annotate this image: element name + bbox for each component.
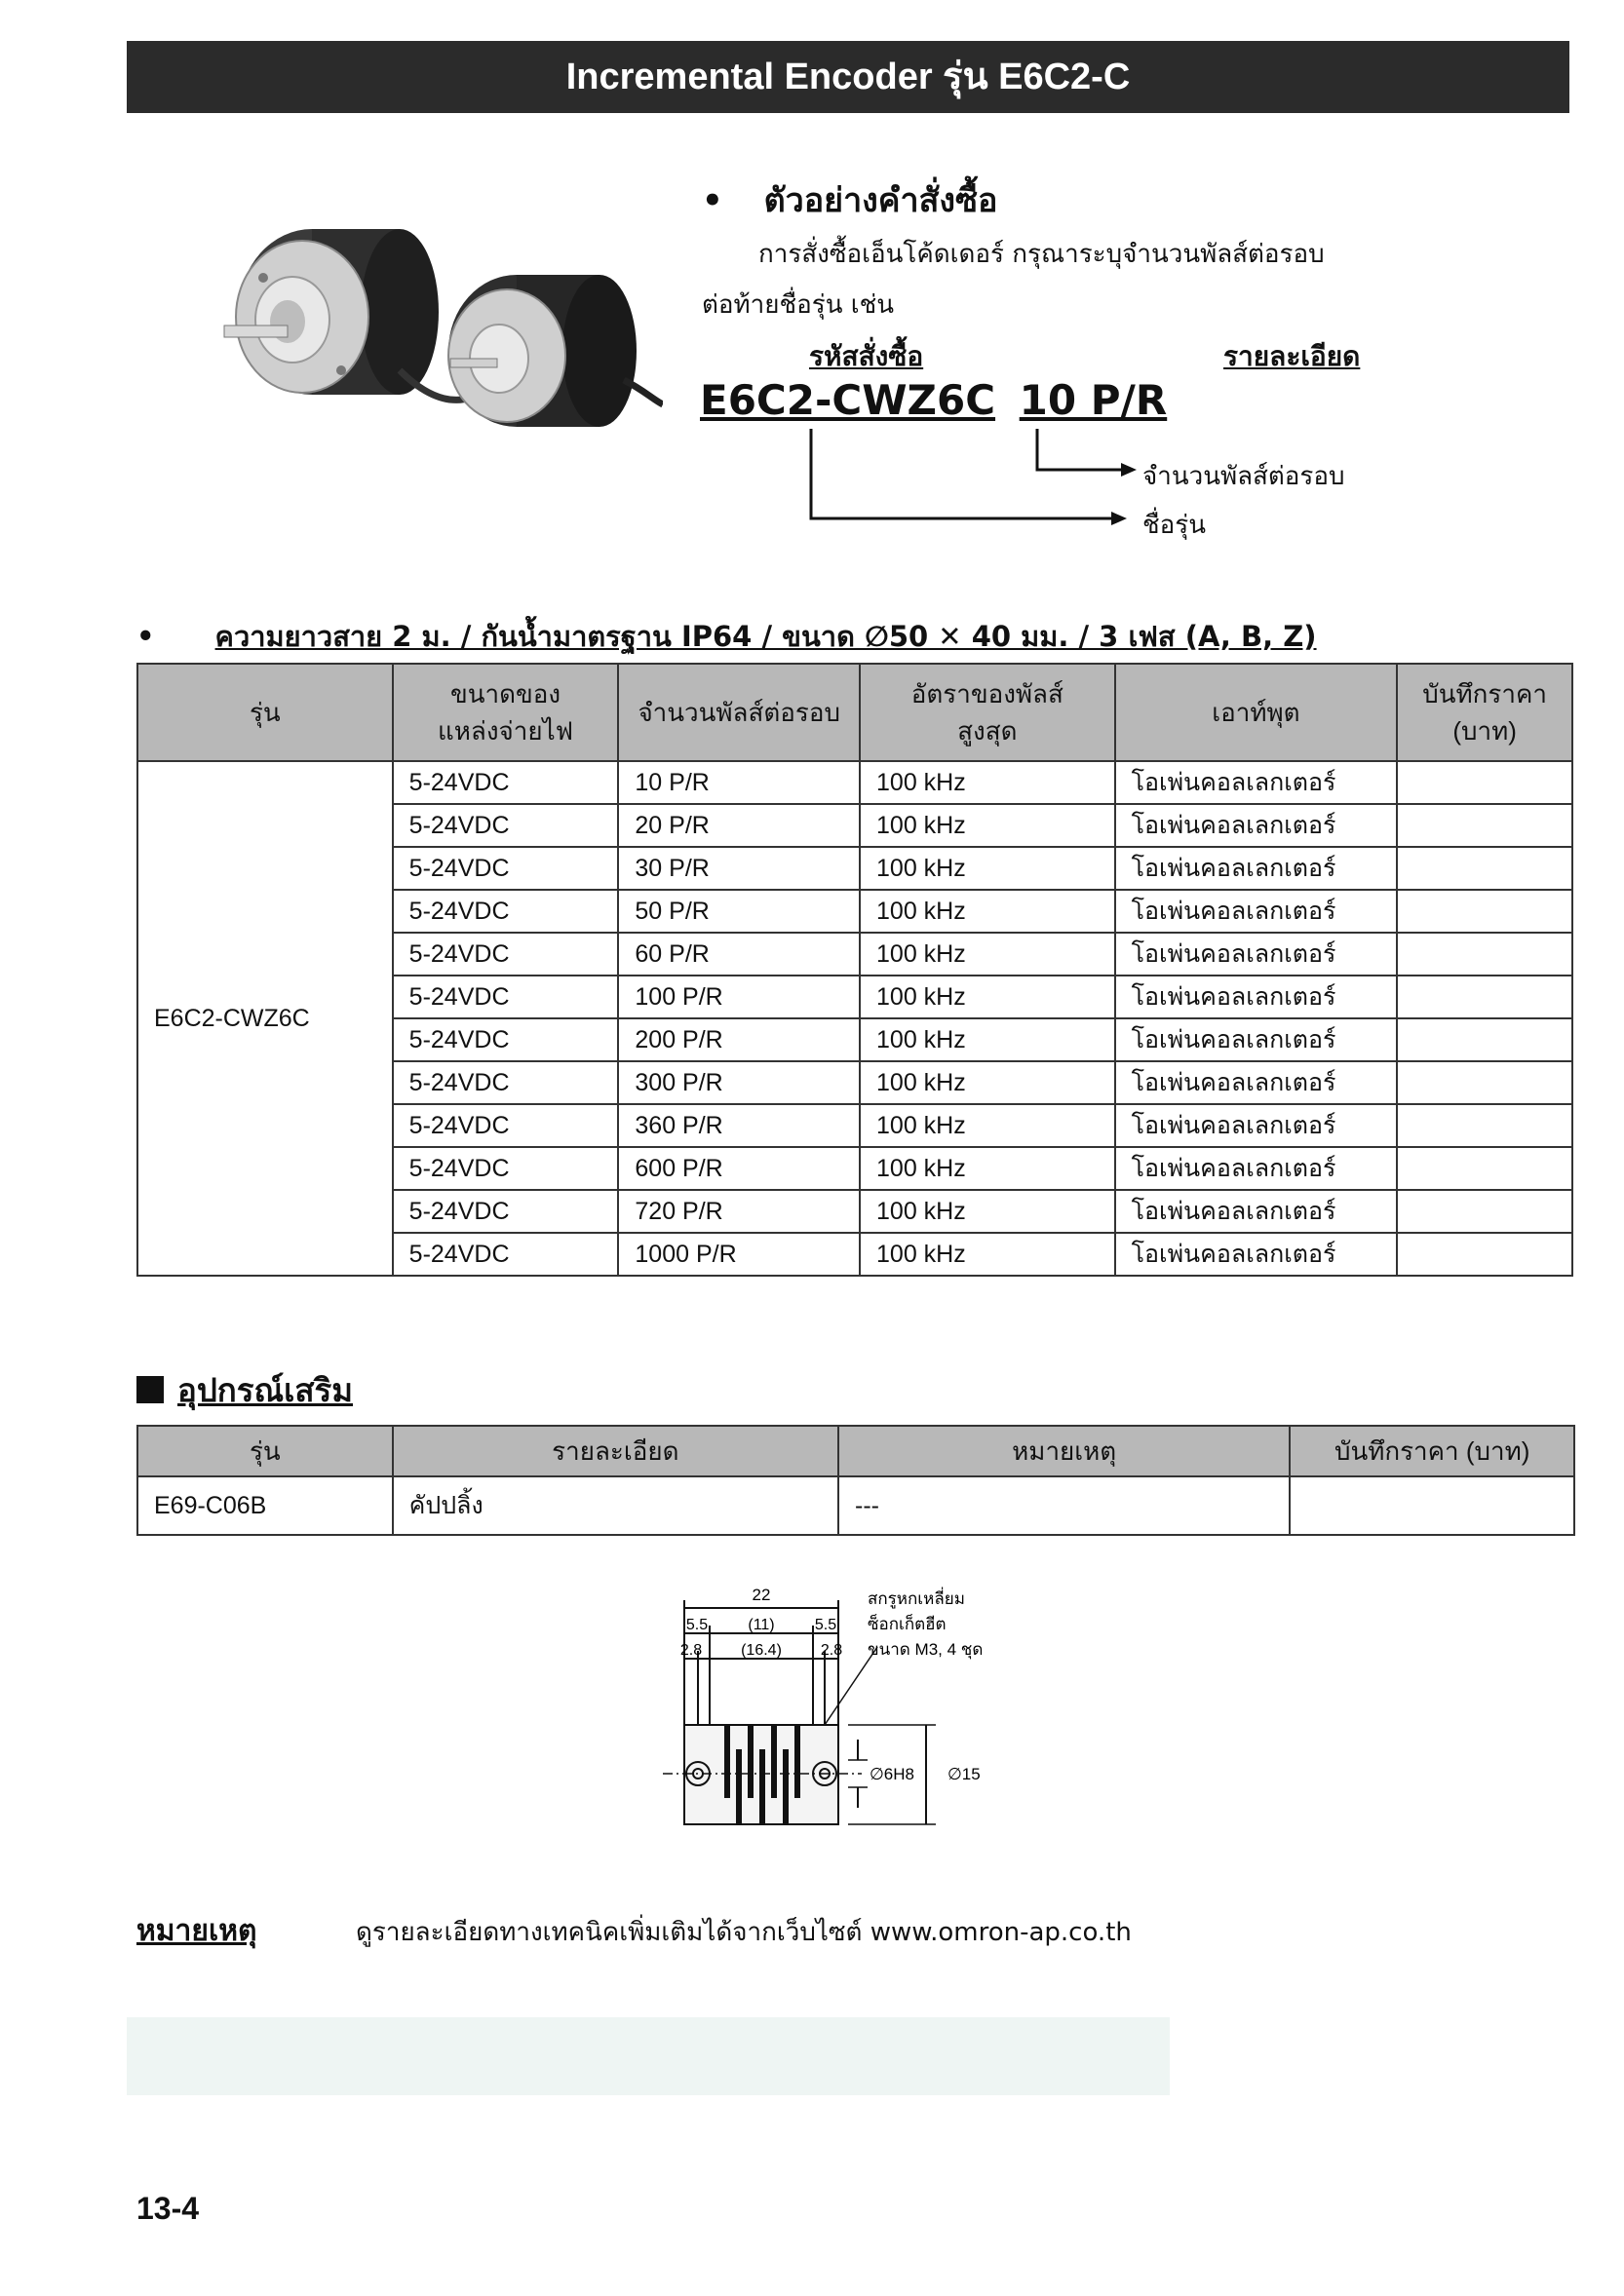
- cell-freq: 100 kHz: [860, 933, 1115, 976]
- acc-cell-model: E69-C06B: [137, 1476, 393, 1535]
- order-detail-label: รายละเอียด: [1223, 340, 1361, 372]
- cell-freq: 100 kHz: [860, 847, 1115, 890]
- acc-header-price: บันทึกราคา (บาท): [1290, 1426, 1574, 1476]
- cell-freq: 100 kHz: [860, 1233, 1115, 1276]
- cell-output: โอเพ่นคอลเลกเตอร์: [1115, 933, 1398, 976]
- dim-a3: 5.5: [814, 1617, 837, 1633]
- bullet: •: [702, 181, 723, 220]
- cell-pulses: 720 P/R: [618, 1190, 860, 1233]
- acc-header-remark: หมายเหตุ: [838, 1426, 1290, 1476]
- header-freq-l2: สูงสุด: [957, 716, 1018, 746]
- page-number: 13-4: [136, 2191, 200, 2226]
- bullet: •: [136, 620, 155, 653]
- cell-price: [1397, 1233, 1572, 1276]
- dim-total: 22: [752, 1586, 771, 1604]
- cell-freq: 100 kHz: [860, 1104, 1115, 1147]
- order-code-model: E6C2-CWZ6C: [700, 376, 996, 424]
- order-desc-line1: การสั่งซื้อเอ็นโค้ดเดอร์ กรุณาระบุจำนวนพัลส์ต่อรอบ: [758, 240, 1325, 269]
- cell-supply: 5-24VDC: [393, 847, 619, 890]
- cell-freq: 100 kHz: [860, 1147, 1115, 1190]
- cell-pulses: 20 P/R: [618, 804, 860, 847]
- cell-pulses: 600 P/R: [618, 1147, 860, 1190]
- header-freq: [860, 664, 1115, 761]
- page-title: Incremental Encoder รุ่น E6C2-C: [127, 41, 1569, 113]
- acc-header-detail: รายละเอียด: [393, 1426, 838, 1476]
- accessories-heading: [136, 1364, 353, 1416]
- cell-supply: 5-24VDC: [393, 1233, 619, 1276]
- cell-output: โอเพ่นคอลเลกเตอร์: [1115, 761, 1398, 804]
- cell-output: โอเพ่นคอลเลกเตอร์: [1115, 890, 1398, 933]
- table-row: [137, 761, 1572, 804]
- dim-outer: ∅15: [947, 1765, 981, 1783]
- cell-supply: 5-24VDC: [393, 1061, 619, 1104]
- accessories-title: อุปกรณ์เสริม: [177, 1371, 353, 1409]
- cell-supply: 5-24VDC: [393, 976, 619, 1018]
- cell-price: [1397, 1190, 1572, 1233]
- cell-pulses: 1000 P/R: [618, 1233, 860, 1276]
- cell-freq: 100 kHz: [860, 1190, 1115, 1233]
- product-photo: [195, 205, 663, 458]
- faint-band: [127, 2017, 1170, 2095]
- dim-bore: ∅6H8: [870, 1765, 914, 1783]
- cell-output: โอเพ่นคอลเลกเตอร์: [1115, 1233, 1398, 1276]
- acc-cell-detail: คัปปลิ้ง: [393, 1476, 838, 1535]
- cell-supply: 5-24VDC: [393, 1018, 619, 1061]
- cell-supply: 5-24VDC: [393, 761, 619, 804]
- header-price: [1397, 664, 1572, 761]
- cell-price: [1397, 933, 1572, 976]
- cell-pulses: 10 P/R: [618, 761, 860, 804]
- cell-pulses: 100 P/R: [618, 976, 860, 1018]
- order-example-title: ตัวอย่างคำสั่งซื้อ: [763, 181, 998, 220]
- note-label: หมายเหตุ: [136, 1914, 257, 1948]
- cell-freq: 100 kHz: [860, 976, 1115, 1018]
- note-text: ดูรายละเอียดทางเทคนิคเพิ่มเติมได้จากเว็บไซต์ www.omron-ap.co.th: [356, 1918, 1132, 1947]
- cell-price: [1397, 1061, 1572, 1104]
- acc-header-model: รุ่น: [137, 1426, 393, 1476]
- header-supply-l1: ขนาดของ: [449, 679, 561, 708]
- table-header-row: [137, 664, 1572, 761]
- cell-output: โอเพ่นคอลเลกเตอร์: [1115, 1104, 1398, 1147]
- cell-supply: 5-24VDC: [393, 804, 619, 847]
- cell-price: [1397, 976, 1572, 1018]
- cell-output: โอเพ่นคอลเลกเตอร์: [1115, 1061, 1398, 1104]
- dim-b2: (16.4): [741, 1642, 782, 1659]
- acc-cell-price: [1290, 1476, 1574, 1535]
- cell-freq: 100 kHz: [860, 761, 1115, 804]
- order-code-pulse: 10 P/R: [1019, 376, 1168, 424]
- cell-freq: 100 kHz: [860, 1018, 1115, 1061]
- cell-freq: 100 kHz: [860, 1061, 1115, 1104]
- table-header-row: [137, 1426, 1574, 1476]
- encoder-table: [136, 663, 1573, 1277]
- cell-price: [1397, 804, 1572, 847]
- coupling-drawing: [643, 1579, 1092, 1861]
- acc-cell-remark: ---: [838, 1476, 1290, 1535]
- square-bullet-icon: [136, 1376, 164, 1403]
- cell-pulses: 300 P/R: [618, 1061, 860, 1104]
- dim-b1: 2.8: [679, 1642, 703, 1659]
- order-desc-line2: ต่อท้ายชื่อรุ่น เช่น: [702, 290, 895, 320]
- accessories-table: [136, 1425, 1575, 1536]
- header-freq-l1: อัตราของพัลส์: [910, 679, 1063, 708]
- header-supply: [393, 664, 619, 761]
- cell-output: โอเพ่นคอลเลกเตอร์: [1115, 1190, 1398, 1233]
- cell-price: [1397, 1104, 1572, 1147]
- header-pulses: จำนวนพัลส์ต่อรอบ: [618, 664, 860, 761]
- arrow-label-pulse: จำนวนพัลส์ต่อรอบ: [1142, 462, 1345, 491]
- arrow-label-model: ชื่อรุ่น: [1142, 511, 1206, 540]
- cell-pulses: 200 P/R: [618, 1018, 860, 1061]
- cell-price: [1397, 761, 1572, 804]
- drawing-note-l1: สกรูหกเหลี่ยม: [868, 1589, 965, 1608]
- order-code-label: รหัสสั่งซื้อ: [809, 340, 924, 372]
- cell-freq: 100 kHz: [860, 890, 1115, 933]
- cell-freq: 100 kHz: [860, 804, 1115, 847]
- cell-price: [1397, 1147, 1572, 1190]
- cell-supply: 5-24VDC: [393, 933, 619, 976]
- cell-model: E6C2-CWZ6C: [137, 761, 393, 1276]
- header-price-l1: บันทึกราคา: [1422, 679, 1547, 708]
- cell-price: [1397, 1018, 1572, 1061]
- cell-output: โอเพ่นคอลเลกเตอร์: [1115, 1018, 1398, 1061]
- dim-a1: 5.5: [685, 1617, 709, 1633]
- spec-text: ความยาวสาย 2 ม. / กันน้ำมาตรฐาน IP64 / ขนาด ∅50 ✕ 40 มม. / 3 เฟส (A, B, Z): [214, 620, 1317, 653]
- header-output: เอาท์พุต: [1115, 664, 1398, 761]
- cell-output: โอเพ่นคอลเลกเตอร์: [1115, 1147, 1398, 1190]
- header-price-l2: (บาท): [1452, 716, 1517, 746]
- order-example-heading: [702, 173, 997, 226]
- encoder-left-image: [224, 229, 439, 395]
- header-model: รุ่น: [137, 664, 393, 761]
- cell-price: [1397, 847, 1572, 890]
- cell-output: โอเพ่นคอลเลกเตอร์: [1115, 976, 1398, 1018]
- cell-supply: 5-24VDC: [393, 1147, 619, 1190]
- header-supply-l2: แหล่งจ่ายไฟ: [437, 716, 574, 746]
- encoder-right-image: [448, 275, 663, 427]
- table-row: [137, 1476, 1574, 1535]
- cell-pulses: 60 P/R: [618, 933, 860, 976]
- cell-supply: 5-24VDC: [393, 1104, 619, 1147]
- drawing-note-l3: ขนาด M3, 4 ชุด: [868, 1640, 984, 1659]
- spec-line: [136, 614, 1317, 659]
- dim-a2: (11): [748, 1617, 775, 1633]
- order-code-example: [700, 376, 1167, 424]
- dim-b3: 2.8: [820, 1642, 843, 1659]
- drawing-note-l2: ซ็อกเก็ตฮีต: [868, 1615, 947, 1633]
- cell-price: [1397, 890, 1572, 933]
- cell-pulses: 50 P/R: [618, 890, 860, 933]
- cell-pulses: 30 P/R: [618, 847, 860, 890]
- cell-output: โอเพ่นคอลเลกเตอร์: [1115, 847, 1398, 890]
- cell-output: โอเพ่นคอลเลกเตอร์: [1115, 804, 1398, 847]
- cell-supply: 5-24VDC: [393, 1190, 619, 1233]
- cell-supply: 5-24VDC: [393, 890, 619, 933]
- cell-pulses: 360 P/R: [618, 1104, 860, 1147]
